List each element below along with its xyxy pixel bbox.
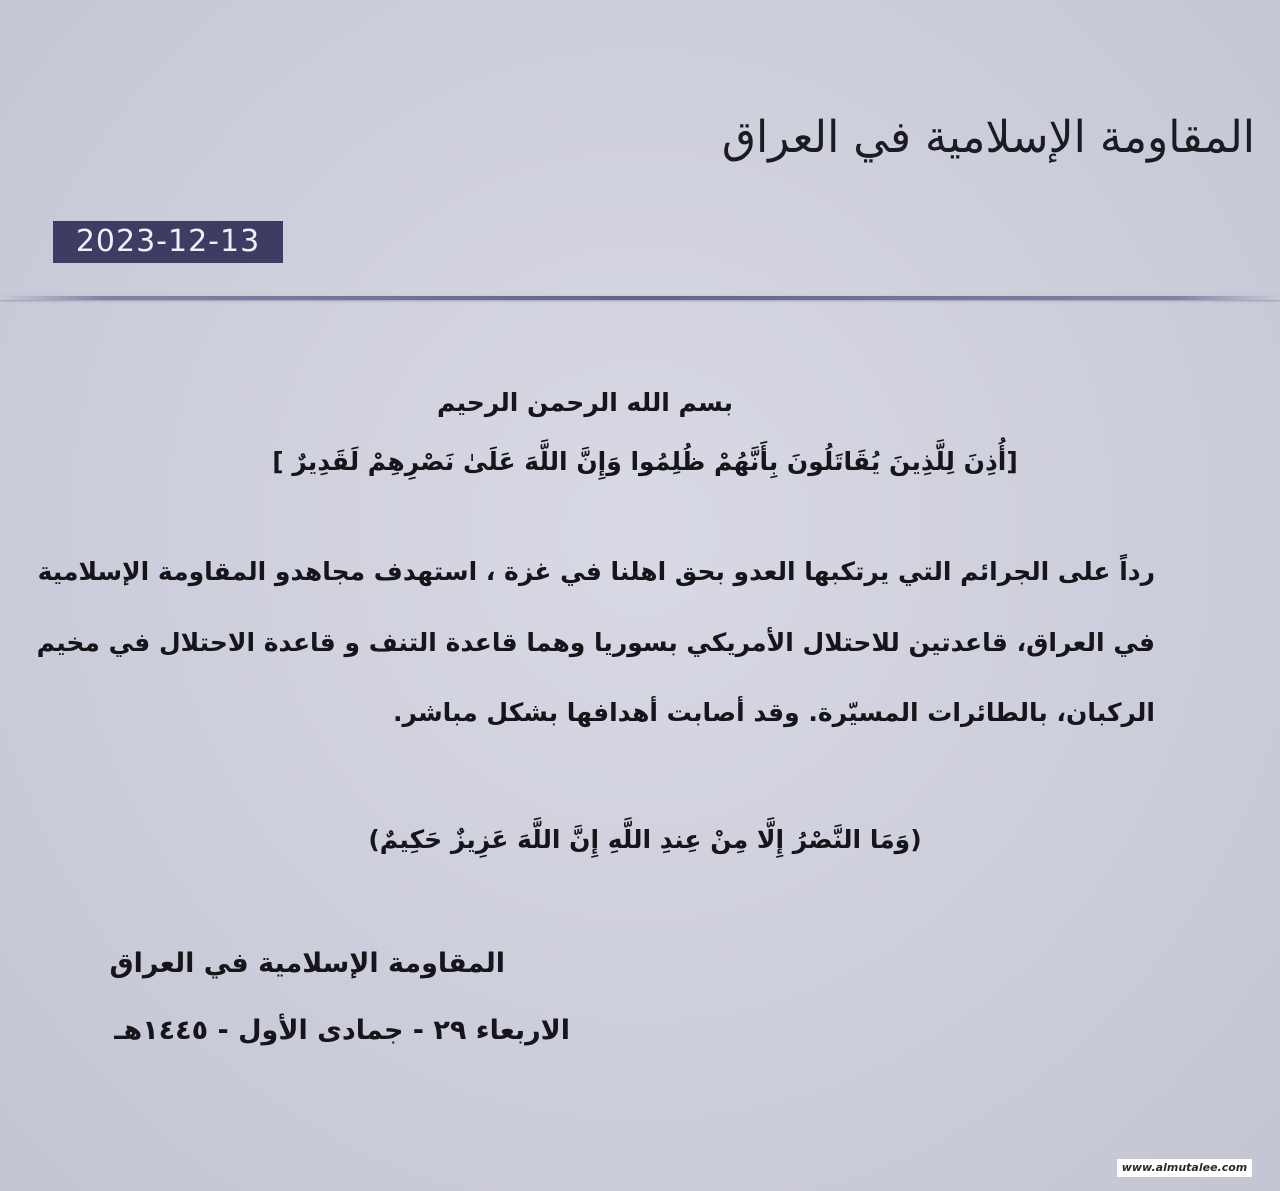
signature: المقاومة الإسلامية في العراق xyxy=(109,948,505,979)
basmala: بسم الله الرحمن الرحيم xyxy=(437,388,733,417)
closing-verse: (وَمَا النَّصْرُ إِلَّا مِنْ عِندِ اللَّهِ إِنَّ اللَّهَ عَزِيزٌ حَكِيمٌ) xyxy=(368,825,922,854)
date-badge: 2023-12-13 xyxy=(53,221,283,263)
header-divider xyxy=(0,296,1280,300)
website-watermark: www.almutalee.com xyxy=(1117,1159,1252,1177)
opening-verse: [أُذِنَ لِلَّذِينَ يُقَاتَلُونَ بِأَنَّهُمْ ظُلِمُوا وَإِنَّ اللَّهَ عَلَىٰ نَصْرِهِمْ لَقَدِيرٌ ] xyxy=(272,447,1018,476)
body-line: الركبان، بالطائرات المسيّرة. وقد أصابت أهدافها بشكل مباشر. xyxy=(393,698,1155,727)
organization-logo: المقاومة الإسلامية في العراق xyxy=(721,112,1255,163)
body-line: رداً على الجرائم التي يرتكبها العدو بحق اهلنا في غزة ، استهدف مجاهدو المقاومة الإسلامية xyxy=(37,557,1155,586)
hijri-date: الاربعاء ٢٩ - جمادى الأول - ١٤٤٥هـ xyxy=(114,1015,570,1046)
body-line: في العراق، قاعدتين للاحتلال الأمريكي بسوريا وهما قاعدة التنف و قاعدة الاحتلال في مخيم xyxy=(36,628,1155,657)
